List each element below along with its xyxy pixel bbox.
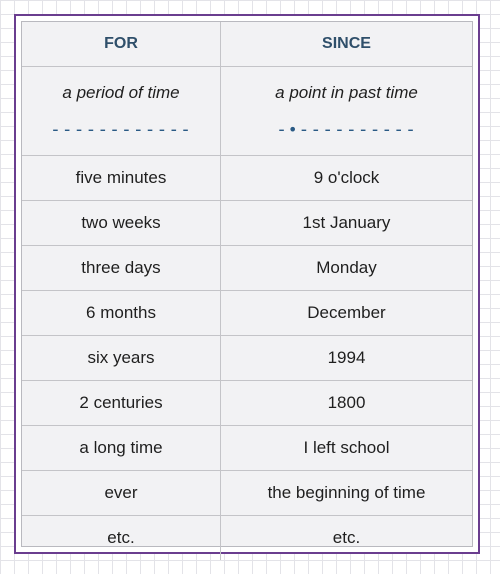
- for-cell: 2 centuries: [22, 381, 221, 426]
- concept-row: [22, 67, 472, 156]
- concept-since-text: a point in past time: [275, 83, 418, 102]
- table-row: [22, 201, 472, 246]
- table-row: [22, 516, 472, 561]
- table-row: [22, 426, 472, 471]
- header-for: FOR: [22, 22, 221, 67]
- since-cell: 1994: [221, 336, 473, 381]
- since-cell: the beginning of time: [221, 471, 473, 516]
- for-cell: 6 months: [22, 291, 221, 336]
- since-cell: December: [221, 291, 473, 336]
- period-timeline-icon: ------------: [49, 119, 193, 140]
- point-timeline-icon: [221, 121, 472, 139]
- for-since-table: [21, 21, 473, 547]
- for-cell: a long time: [22, 426, 221, 471]
- header-row: [22, 22, 472, 67]
- for-cell: five minutes: [22, 156, 221, 201]
- for-cell: two weeks: [22, 201, 221, 246]
- since-cell: 1st January: [221, 201, 473, 246]
- since-cell: 9 o'clock: [221, 156, 473, 201]
- for-cell: six years: [22, 336, 221, 381]
- concept-for-cell: [22, 67, 221, 156]
- concept-since-cell: [221, 67, 473, 156]
- since-cell: Monday: [221, 246, 473, 291]
- header-since: SINCE: [221, 22, 473, 67]
- concept-for-text: a period of time: [62, 83, 180, 102]
- timeline-left-dash: -: [276, 119, 288, 140]
- for-cell: three days: [22, 246, 221, 291]
- grammar-chart-frame: [14, 14, 480, 554]
- since-cell: I left school: [221, 426, 473, 471]
- timeline-right-dashes: ----------: [298, 119, 417, 140]
- comparison-table: [22, 22, 472, 560]
- for-cell: etc.: [22, 516, 221, 561]
- since-cell: etc.: [332, 528, 361, 547]
- for-cell: ever: [22, 471, 221, 516]
- table-row: [22, 291, 472, 336]
- timeline-point-dot-icon: •: [287, 120, 299, 139]
- table-row: [22, 156, 472, 201]
- table-row: [22, 471, 472, 516]
- table-row: [22, 246, 472, 291]
- table-row: [22, 381, 472, 426]
- since-cell: 1800: [221, 381, 473, 426]
- table-row: [22, 336, 472, 381]
